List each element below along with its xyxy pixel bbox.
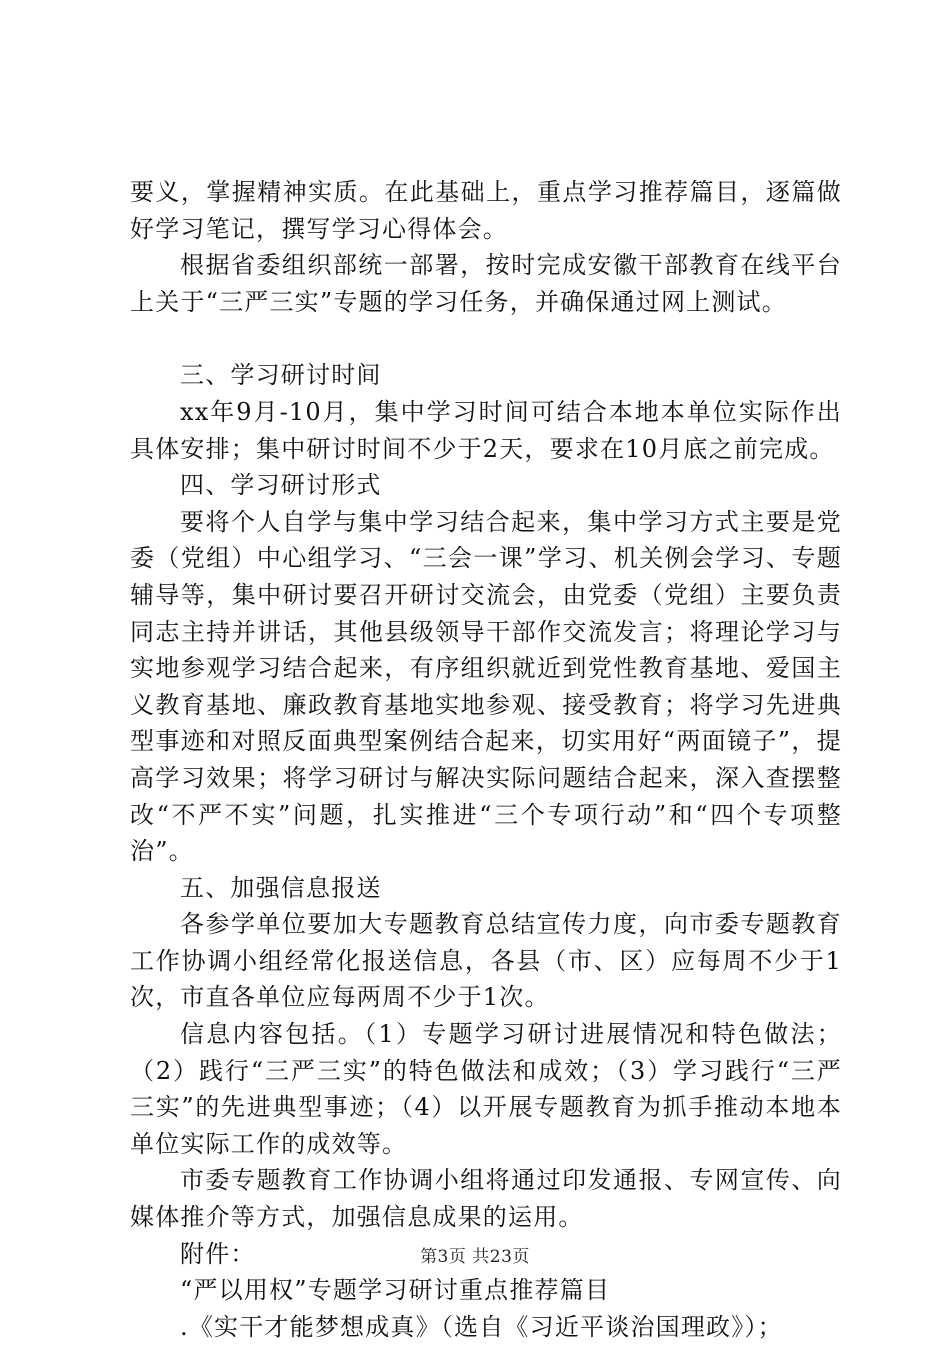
paragraph-info-use: 市委专题教育工作协调小组将通过印发通报、专网宣传、向媒体推介等方式，加强信息成果的运用。 (130, 1166, 842, 1232)
document-body (130, 174, 842, 1345)
attachment-item: .《实干才能梦想成真》（选自《习近平谈治国理政》）； (180, 1312, 783, 1341)
paragraph-info-content: 信息内容包括。（1）专题学习研讨进展情况和特色做法；（2）践行“三严三实”的特色做法和成效；（3）学习践行“三严三实”的先进典型事迹；（4）以开展专题教育为抓手推动本地本单位实际工作的成效等。 (130, 1020, 842, 1158)
paragraph-reporting: 各参学单位要加大专题教育总结宣传力度，向市委专题教育工作协调小组经常化报送信息，各县（市、区）应每周不少于1次，市直各单位应每两周不少于1次。 (130, 910, 842, 1012)
paragraph-online-study: 根据省委组织部统一部署，按时完成安徽干部教育在线平台上关于“三严三实”专题的学习任务，并确保通过网上测试。 (130, 251, 842, 316)
paragraph-continuation: 要义，掌握精神实质。在此基础上，重点学习推荐篇目，逐篇做好学习笔记，撰写学习心得体会。 (130, 178, 842, 243)
section-heading-3: 三、学习研讨时间 (180, 361, 382, 390)
page-number-footer: 第3页 共23页 (420, 1247, 530, 1267)
section-heading-4: 四、学习研讨形式 (180, 471, 382, 500)
attachment-title: “严以用权”专题学习研讨重点推荐篇目 (180, 1276, 611, 1305)
blank-line (130, 320, 842, 357)
paragraph-study-forms: 要将个人自学与集中学习结合起来，集中学习方式主要是党委（党组）中心组学习、“三会一课”学习、机关例会学习、专题辅导等，集中研讨要召开研讨交流会，由党委（党组）主要负责同志主持并讲话，其他县级领导干部作交流发言；将理论学习与实地参观学习结合起来，有序组织就近到党性教育基地、爱国主义教育基地、廉政教育基地实地参观、接受教育；将学习先进典型事迹和对照反面典型案例结合起来，切实用好“两面镜子”，提高学习效果；将学习研讨与解决实际问题结合起来，深入查摆整改“不严不实”问题，扎实推进“三个专项行动”和“四个专项整治”。 (130, 507, 842, 866)
section-heading-5: 五、加强信息报送 (180, 873, 382, 902)
paragraph-schedule: xx年9月-10月，集中学习时间可结合本地本单位实际作出具体安排；集中研讨时间不少于2天，要求在10月底之前完成。 (130, 397, 842, 463)
attachment-label: 附件： (180, 1239, 256, 1268)
